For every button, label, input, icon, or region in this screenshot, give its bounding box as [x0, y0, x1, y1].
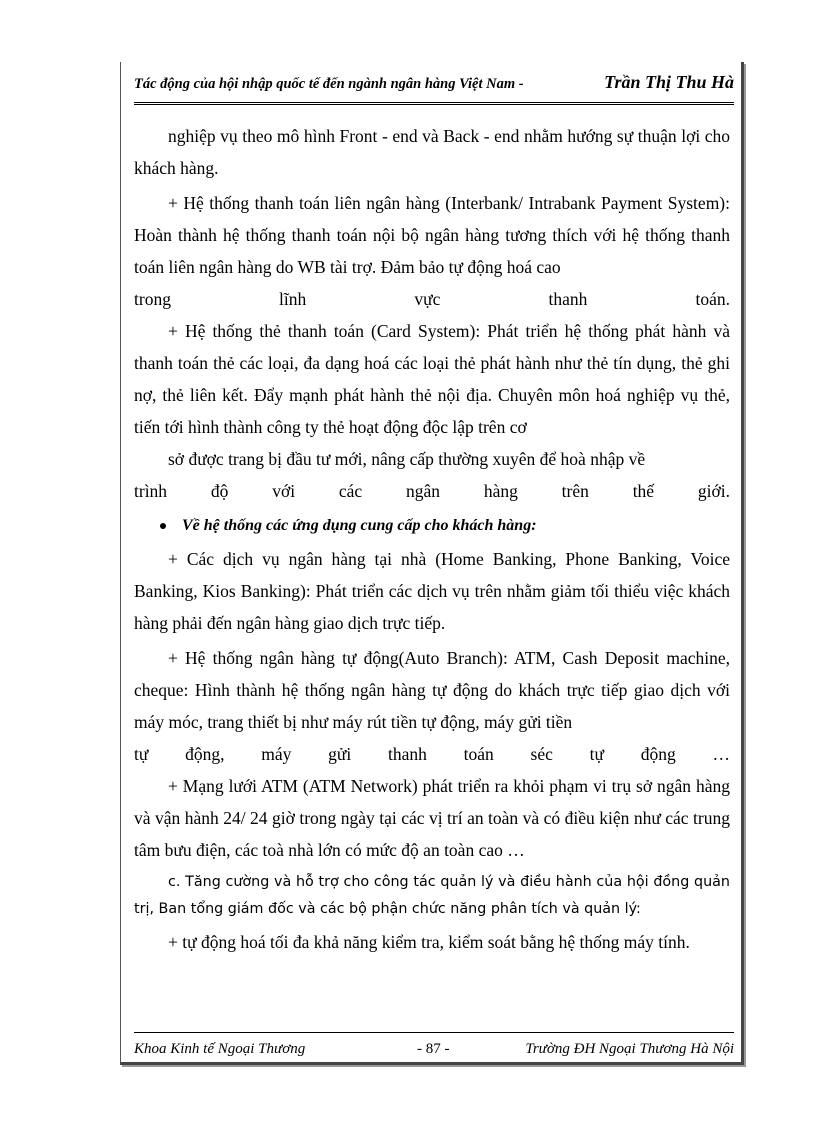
footer-faculty: Khoa Kinh tế Ngoại Thương: [134, 1041, 306, 1057]
page-footer: [134, 1032, 734, 1061]
paragraph-automation: + tự động hoá tối đa khả năng kiểm tra, kiểm soát bằng hệ thống máy tính.: [168, 932, 690, 952]
paragraph-atm-network: + Mạng lưới ATM (ATM Network) phát triển ra khỏi phạm vi trụ sở ngân hàng và vận hành 24/ 24 giờ trong ngày tại các vị trí an toàn và có điều kiện như các trung tâm bưu điện, các toà nhà lớn có mức độ an toàn cao …: [134, 776, 730, 860]
paragraph-management-support: c. Tăng cường và hỗ trợ cho công tác quản lý và điều hành của hội đồng quản trị, Ban tổng giám đốc và các bộ phận chức năng phân tích và quản lý:: [134, 874, 730, 917]
paragraph-auto-branch: + Hệ thống ngân hàng tự động(Auto Branch): ATM, Cash Deposit machine, cheque: Hình thành hệ thống ngân hàng tự động do khách trực tiếp giao dịch với máy móc, trang thiết bị như máy rút tiền tự động, máy gửi tiền: [134, 648, 730, 732]
page-number: - 87 -: [417, 1041, 450, 1057]
section-bullet-customer-applications: [134, 517, 730, 535]
paragraph-auto-branch-tail: tự động, máy gửi thanh toán séc tự động …: [134, 744, 730, 764]
bullet-heading: Về hệ thống các ứng dụng cung cấp cho khách hàng:: [182, 517, 537, 534]
paragraph-front-back-end: nghiệp vụ theo mô hình Front - end và Back - end nhằm hướng sự thuận lợi cho khách hàng.: [134, 126, 730, 178]
paragraph-interbank-payment: + Hệ thống thanh toán liên ngân hàng (Interbank/ Intrabank Payment System): Hoàn thành hệ thống thanh toán nội bộ ngân hàng tương thích với hệ thống thanh toán liên ngân hàng do WB tài trợ. Đảm bảo tự động hoá cao: [134, 193, 730, 277]
footer-university: Trường ĐH Ngoại Thương Hà Nội: [525, 1041, 734, 1057]
header-title: Tác động của hội nhập quốc tế đến ngành ngân hàng Việt Nam -: [134, 76, 524, 92]
document-body: [134, 120, 730, 958]
page-header: [134, 72, 734, 105]
paragraph-interbank-payment-tail: trong lĩnh vực thanh toán.: [134, 289, 730, 309]
paragraph-home-banking: + Các dịch vụ ngân hàng tại nhà (Home Banking, Phone Banking, Voice Banking, Kios Banking): Phát triển các dịch vụ trên nhằm giảm tối thiểu việc khách hàng phải đến ngân hàng giao dịch trực tiếp.: [134, 549, 730, 633]
paragraph-card-system-tail: trình độ với các ngân hàng trên thế giới.: [134, 481, 730, 501]
bullet-dot-icon: [160, 523, 166, 529]
paragraph-card-system-continued: sở được trang bị đầu tư mới, nâng cấp thường xuyên để hoà nhập về: [168, 449, 646, 469]
paragraph-card-system: + Hệ thống thẻ thanh toán (Card System): Phát triển hệ thống phát hành và thanh toán thẻ các loại, đa dạng hoá các loại thẻ phát hành như thẻ tín dụng, thẻ ghi nợ, thẻ liên kết. Đẩy mạnh phát hành thẻ nội địa. Chuyên môn hoá nghiệp vụ thẻ, tiến tới hình thành công ty thẻ hoạt động độc lập trên cơ: [134, 321, 730, 437]
header-author: Trần Thị Thu Hà: [604, 72, 734, 92]
